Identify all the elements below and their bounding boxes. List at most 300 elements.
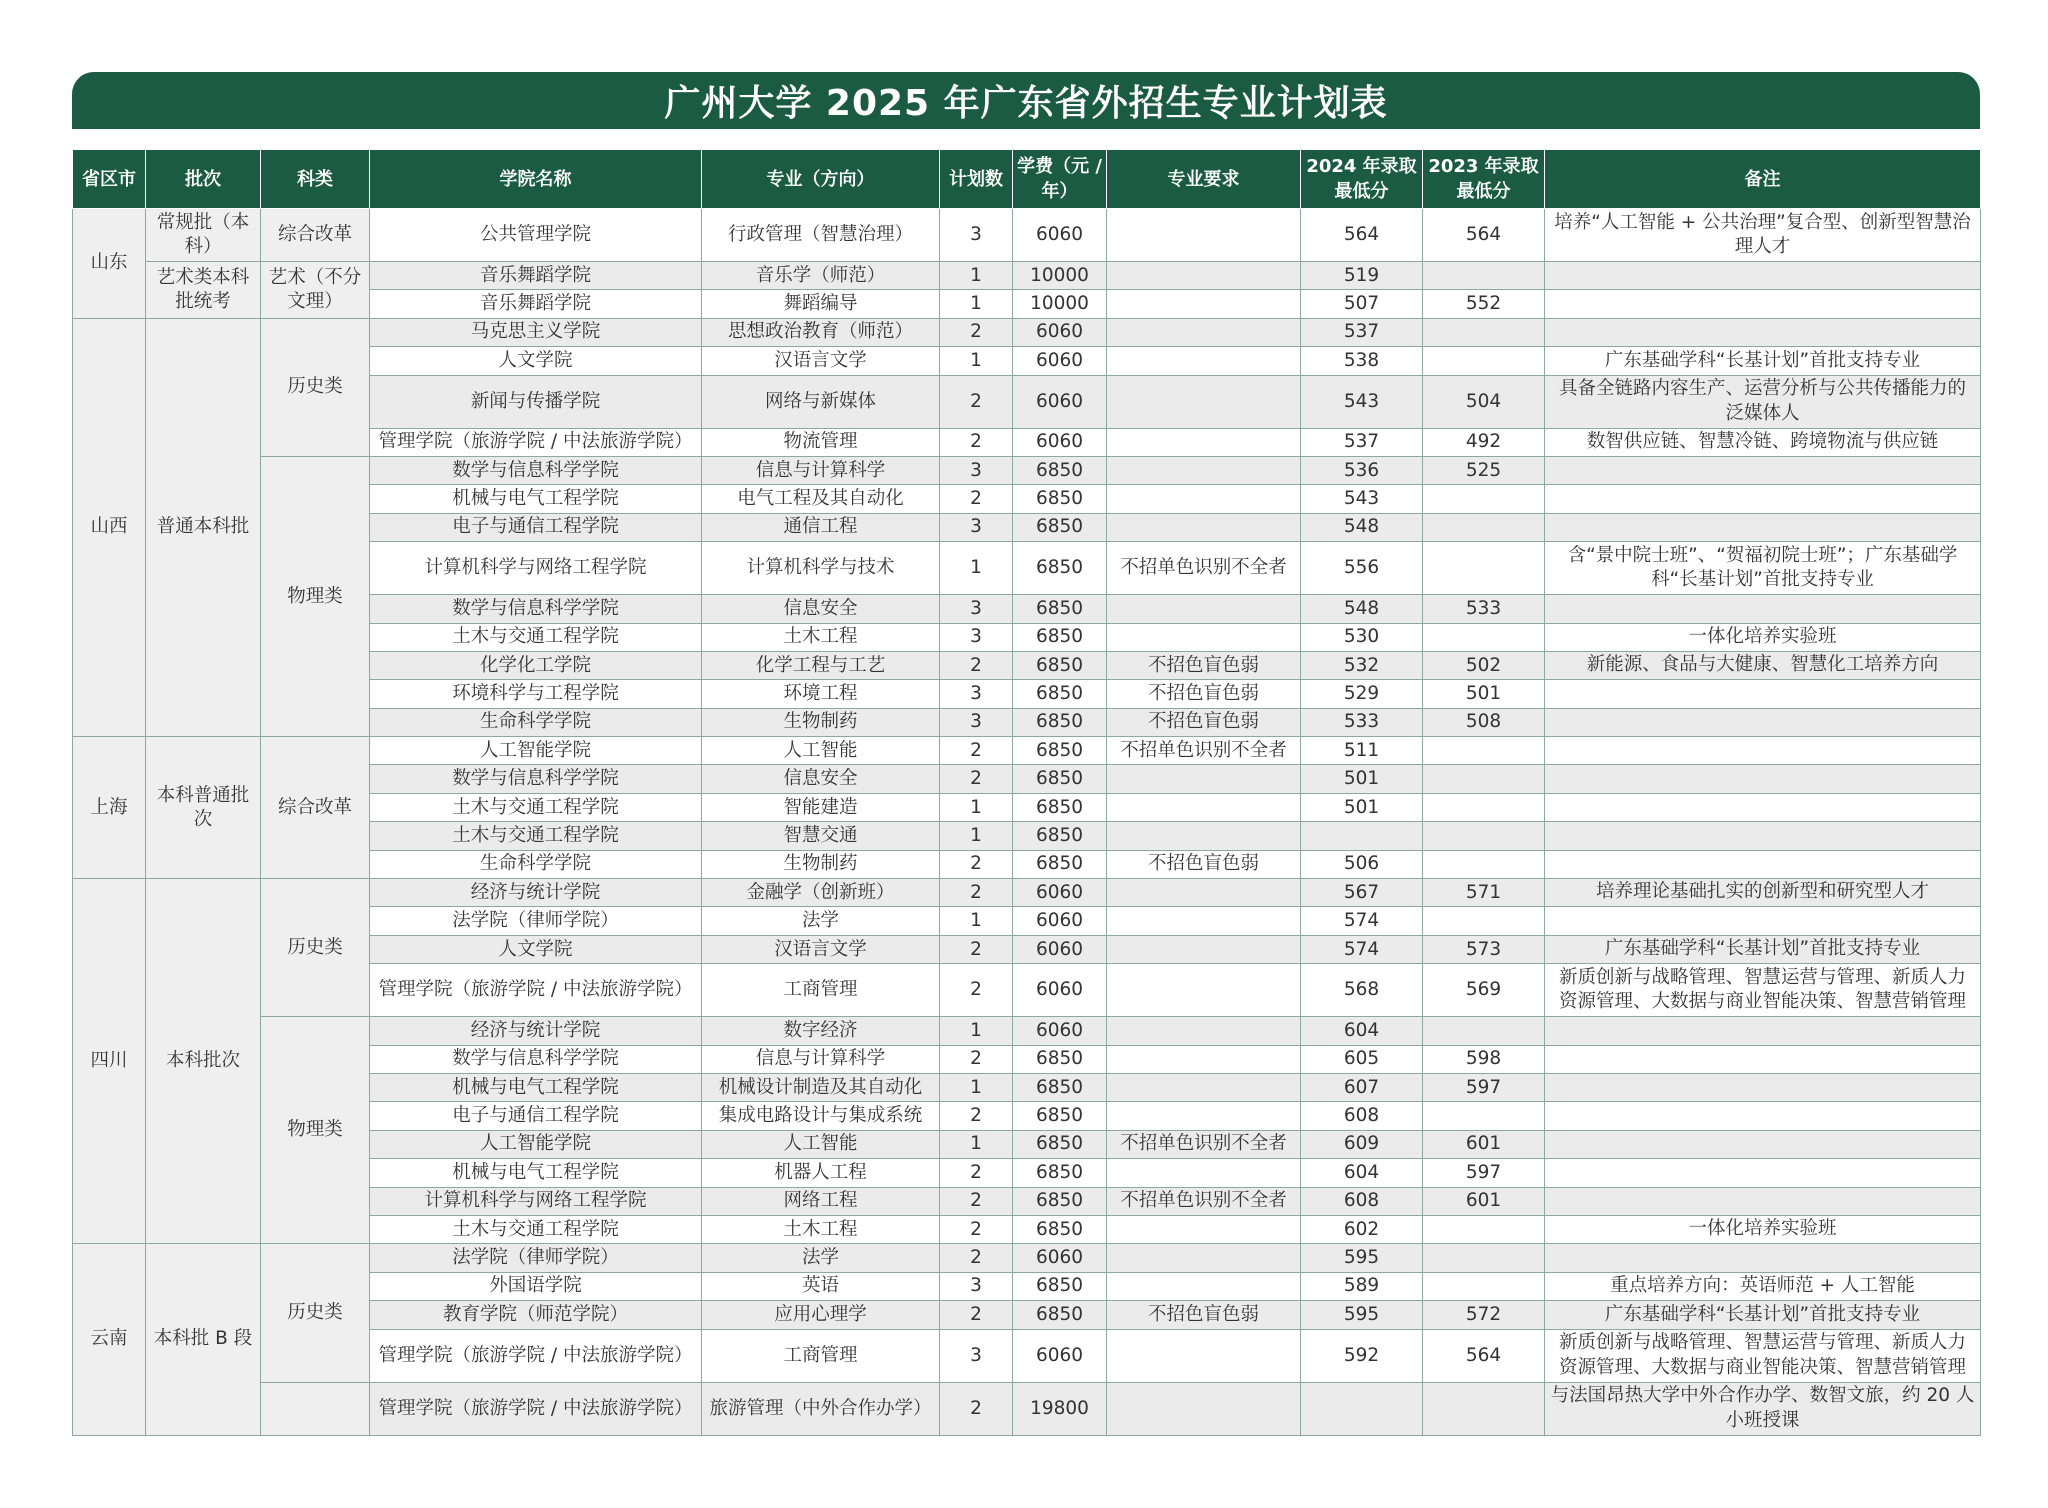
plan-cell: 2 [940,651,1013,679]
fee-cell: 6060 [1013,318,1107,346]
score-2023-cell [1423,1017,1545,1045]
note-cell [1545,1045,1981,1073]
major-cell: 旅游管理（中外合作办学） [702,1382,940,1435]
fee-cell: 6850 [1013,1045,1107,1073]
plan-cell: 1 [940,262,1013,290]
plan-cell: 3 [940,209,1013,262]
school-cell: 人文学院 [370,935,702,963]
score-2024-cell: 519 [1301,262,1423,290]
school-cell: 生命科学学院 [370,708,702,736]
score-2023-cell [1423,485,1545,513]
score-2023-cell [1423,623,1545,651]
major-cell: 信息与计算科学 [702,456,940,484]
plan-cell: 2 [940,765,1013,793]
note-cell: 培养“人工智能 + 公共治理”复合型、创新型智慧治理人才 [1545,209,1981,262]
plan-cell: 2 [940,428,1013,456]
plan-cell: 2 [940,1187,1013,1215]
major-cell: 人工智能 [702,737,940,765]
requirement-cell [1107,1244,1301,1272]
score-2023-cell: 572 [1423,1301,1545,1329]
score-2023-cell [1423,262,1545,290]
fee-cell: 6850 [1013,1272,1107,1300]
plan-cell: 3 [940,1329,1013,1382]
score-2024-cell: 605 [1301,1045,1423,1073]
plan-cell: 3 [940,1272,1013,1300]
plan-cell: 2 [940,1244,1013,1272]
school-cell: 音乐舞蹈学院 [370,262,702,290]
school-cell: 机械与电气工程学院 [370,485,702,513]
fee-cell: 10000 [1013,290,1107,318]
school-cell: 土木与交通工程学院 [370,1215,702,1243]
score-2024-cell: 595 [1301,1244,1423,1272]
score-2023-cell [1423,318,1545,346]
enrollment-plan-table [72,149,1981,1436]
table-row [73,209,1981,262]
school-cell: 音乐舞蹈学院 [370,290,702,318]
plan-cell: 2 [940,1159,1013,1187]
score-2024-cell: 609 [1301,1130,1423,1158]
score-2024-cell: 568 [1301,964,1423,1017]
score-2023-cell: 569 [1423,964,1545,1017]
plan-cell: 2 [940,1382,1013,1435]
fee-cell: 6060 [1013,428,1107,456]
fee-cell: 6850 [1013,651,1107,679]
major-cell: 英语 [702,1272,940,1300]
fee-cell: 6850 [1013,793,1107,821]
requirement-cell: 不招单色识别不全者 [1107,1130,1301,1158]
note-cell [1545,765,1981,793]
note-cell: 一体化培养实验班 [1545,1215,1981,1243]
header-school: 学院名称 [370,150,702,209]
score-2023-cell [1423,542,1545,595]
plan-cell: 1 [940,542,1013,595]
fee-cell: 6850 [1013,1130,1107,1158]
score-2024-cell: 608 [1301,1102,1423,1130]
major-cell: 计算机科学与技术 [702,542,940,595]
fee-cell: 6850 [1013,737,1107,765]
score-2024-cell: 607 [1301,1073,1423,1101]
score-2023-cell: 501 [1423,680,1545,708]
major-cell: 智慧交通 [702,822,940,850]
major-cell: 金融学（创新班） [702,879,940,907]
score-2023-cell [1423,737,1545,765]
school-cell: 人工智能学院 [370,737,702,765]
plan-cell: 1 [940,1017,1013,1045]
requirement-cell [1107,1159,1301,1187]
plan-cell: 2 [940,318,1013,346]
score-2024-cell: 589 [1301,1272,1423,1300]
score-2024-cell: 564 [1301,209,1423,262]
score-2024-cell: 567 [1301,879,1423,907]
score-2023-cell: 597 [1423,1073,1545,1101]
score-2024-cell: 574 [1301,935,1423,963]
requirement-cell [1107,347,1301,375]
major-cell: 环境工程 [702,680,940,708]
header-requirement: 专业要求 [1107,150,1301,209]
school-cell: 环境科学与工程学院 [370,680,702,708]
note-cell: 新质创新与战略管理、智慧运营与管理、新质人力资源管理、大数据与商业智能决策、智慧营销管理 [1545,1329,1981,1382]
requirement-cell: 不招色盲色弱 [1107,680,1301,708]
note-cell [1545,595,1981,623]
table-row [73,1382,1981,1435]
school-cell: 数学与信息科学学院 [370,1045,702,1073]
requirement-cell [1107,595,1301,623]
score-2023-cell: 564 [1423,209,1545,262]
table-row [73,1017,1981,1045]
table-row [73,1244,1981,1272]
requirement-cell [1107,907,1301,935]
plan-cell: 2 [940,375,1013,428]
school-cell: 马克思主义学院 [370,318,702,346]
score-2023-cell: 601 [1423,1130,1545,1158]
fee-cell: 6060 [1013,1244,1107,1272]
score-2024-cell: 543 [1301,375,1423,428]
major-cell: 汉语言文学 [702,347,940,375]
major-cell: 生物制药 [702,850,940,878]
note-cell [1545,1102,1981,1130]
major-cell: 信息安全 [702,765,940,793]
school-cell: 化学化工学院 [370,651,702,679]
school-cell: 机械与电气工程学院 [370,1073,702,1101]
fee-cell: 6850 [1013,708,1107,736]
note-cell [1545,1187,1981,1215]
score-2023-cell: 525 [1423,456,1545,484]
header-plan: 计划数 [940,150,1013,209]
major-cell: 信息与计算科学 [702,1045,940,1073]
category-cell: 历史类 [261,318,370,456]
score-2024-cell: 595 [1301,1301,1423,1329]
batch-cell: 本科批次 [146,879,261,1244]
fee-cell: 6850 [1013,623,1107,651]
school-cell: 计算机科学与网络工程学院 [370,542,702,595]
note-cell [1545,680,1981,708]
plan-cell: 1 [940,347,1013,375]
fee-cell: 19800 [1013,1382,1107,1435]
requirement-cell [1107,1073,1301,1101]
score-2024-cell: 533 [1301,708,1423,736]
major-cell: 物流管理 [702,428,940,456]
fee-cell: 6850 [1013,765,1107,793]
table-row [73,318,1981,346]
major-cell: 网络与新媒体 [702,375,940,428]
fee-cell: 6850 [1013,1301,1107,1329]
major-cell: 信息安全 [702,595,940,623]
fee-cell: 6060 [1013,209,1107,262]
fee-cell: 6850 [1013,542,1107,595]
requirement-cell [1107,964,1301,1017]
score-2024-cell: 537 [1301,318,1423,346]
note-cell [1545,513,1981,541]
plan-cell: 3 [940,680,1013,708]
category-cell: 艺术（不分文理） [261,262,370,319]
requirement-cell [1107,1382,1301,1435]
plan-cell: 2 [940,737,1013,765]
fee-cell: 6850 [1013,822,1107,850]
batch-cell: 艺术类本科批统考 [146,262,261,319]
plan-cell: 2 [940,964,1013,1017]
score-2024-cell: 537 [1301,428,1423,456]
score-2023-cell [1423,793,1545,821]
score-2023-cell [1423,1382,1545,1435]
plan-cell: 3 [940,708,1013,736]
plan-cell: 1 [940,290,1013,318]
fee-cell: 6850 [1013,1073,1107,1101]
major-cell: 工商管理 [702,1329,940,1382]
score-2024-cell: 592 [1301,1329,1423,1382]
table-row [73,262,1981,290]
score-2024-cell: 532 [1301,651,1423,679]
score-2023-cell [1423,513,1545,541]
note-cell [1545,1159,1981,1187]
plan-cell: 2 [940,1215,1013,1243]
requirement-cell [1107,375,1301,428]
school-cell: 计算机科学与网络工程学院 [370,1187,702,1215]
category-cell: 历史类 [261,1244,370,1382]
requirement-cell [1107,1329,1301,1382]
requirement-cell [1107,209,1301,262]
school-cell: 经济与统计学院 [370,879,702,907]
major-cell: 法学 [702,1244,940,1272]
requirement-cell [1107,879,1301,907]
requirement-cell [1107,765,1301,793]
note-cell: 新质创新与战略管理、智慧运营与管理、新质人力资源管理、大数据与商业智能决策、智慧营销管理 [1545,964,1981,1017]
requirement-cell [1107,290,1301,318]
requirement-cell: 不招单色识别不全者 [1107,542,1301,595]
score-2023-cell [1423,907,1545,935]
category-cell: 综合改革 [261,209,370,262]
major-cell: 机械设计制造及其自动化 [702,1073,940,1101]
fee-cell: 6850 [1013,1159,1107,1187]
province-cell: 四川 [73,879,146,1244]
note-cell [1545,1073,1981,1101]
major-cell: 舞蹈编导 [702,290,940,318]
note-cell [1545,907,1981,935]
requirement-cell [1107,262,1301,290]
school-cell: 管理学院（旅游学院 / 中法旅游学院） [370,964,702,1017]
score-2023-cell: 598 [1423,1045,1545,1073]
note-cell [1545,737,1981,765]
major-cell: 工商管理 [702,964,940,1017]
school-cell: 机械与电气工程学院 [370,1159,702,1187]
school-cell: 数学与信息科学学院 [370,765,702,793]
school-cell: 新闻与传播学院 [370,375,702,428]
header-fee: 学费（元 / 年） [1013,150,1107,209]
requirement-cell [1107,1017,1301,1045]
fee-cell: 6060 [1013,375,1107,428]
requirement-cell [1107,1102,1301,1130]
major-cell: 生物制药 [702,708,940,736]
batch-cell: 常规批（本科） [146,209,261,262]
school-cell: 土木与交通工程学院 [370,793,702,821]
note-cell [1545,318,1981,346]
note-cell [1545,485,1981,513]
note-cell: 广东基础学科“长基计划”首批支持专业 [1545,935,1981,963]
plan-cell: 3 [940,456,1013,484]
note-cell [1545,822,1981,850]
fee-cell: 6850 [1013,1187,1107,1215]
plan-cell: 2 [940,1102,1013,1130]
requirement-cell: 不招色盲色弱 [1107,651,1301,679]
major-cell: 应用心理学 [702,1301,940,1329]
header-major: 专业（方向） [702,150,940,209]
score-2023-cell: 533 [1423,595,1545,623]
plan-cell: 3 [940,513,1013,541]
score-2024-cell [1301,822,1423,850]
school-cell: 管理学院（旅游学院 / 中法旅游学院） [370,1382,702,1435]
major-cell: 数字经济 [702,1017,940,1045]
plan-cell: 1 [940,1073,1013,1101]
score-2024-cell [1301,1382,1423,1435]
major-cell: 法学 [702,907,940,935]
major-cell: 网络工程 [702,1187,940,1215]
major-cell: 智能建造 [702,793,940,821]
score-2024-cell: 556 [1301,542,1423,595]
plan-cell: 1 [940,793,1013,821]
school-cell: 经济与统计学院 [370,1017,702,1045]
requirement-cell [1107,513,1301,541]
province-cell: 山东 [73,209,146,319]
note-cell: 新能源、食品与大健康、智慧化工培养方向 [1545,651,1981,679]
fee-cell: 6850 [1013,680,1107,708]
school-cell: 数学与信息科学学院 [370,456,702,484]
note-cell: 培养理论基础扎实的创新型和研究型人才 [1545,879,1981,907]
page-title: 广州大学 2025 年广东省外招生专业计划表 [664,83,1388,124]
requirement-cell [1107,1215,1301,1243]
plan-cell: 2 [940,850,1013,878]
note-cell [1545,708,1981,736]
major-cell: 土木工程 [702,623,940,651]
category-cell [261,1382,370,1435]
fee-cell: 6850 [1013,595,1107,623]
fee-cell: 6060 [1013,935,1107,963]
school-cell: 电子与通信工程学院 [370,513,702,541]
plan-cell: 2 [940,1045,1013,1073]
score-2023-cell: 508 [1423,708,1545,736]
requirement-cell [1107,1045,1301,1073]
major-cell: 人工智能 [702,1130,940,1158]
category-cell: 物理类 [261,1017,370,1244]
note-cell [1545,262,1981,290]
table-row [73,456,1981,484]
score-2023-cell: 597 [1423,1159,1545,1187]
score-2024-cell: 536 [1301,456,1423,484]
fee-cell: 6850 [1013,485,1107,513]
note-cell: 含“景中院士班”、“贺福初院士班”；广东基础学科“长基计划”首批支持专业 [1545,542,1981,595]
requirement-cell [1107,485,1301,513]
school-cell: 数学与信息科学学院 [370,595,702,623]
score-2024-cell: 604 [1301,1017,1423,1045]
fee-cell: 6060 [1013,1017,1107,1045]
plan-cell: 1 [940,1130,1013,1158]
header-batch: 批次 [146,150,261,209]
major-cell: 土木工程 [702,1215,940,1243]
province-cell: 上海 [73,737,146,879]
school-cell: 外国语学院 [370,1272,702,1300]
school-cell: 人文学院 [370,347,702,375]
school-cell: 管理学院（旅游学院 / 中法旅游学院） [370,428,702,456]
score-2023-cell: 504 [1423,375,1545,428]
fee-cell: 6060 [1013,964,1107,1017]
school-cell: 人工智能学院 [370,1130,702,1158]
score-2024-cell: 602 [1301,1215,1423,1243]
plan-cell: 1 [940,822,1013,850]
requirement-cell [1107,456,1301,484]
fee-cell: 6850 [1013,1102,1107,1130]
requirement-cell: 不招单色识别不全者 [1107,1187,1301,1215]
school-cell: 法学院（律师学院） [370,907,702,935]
note-cell: 数智供应链、智慧冷链、跨境物流与供应链 [1545,428,1981,456]
requirement-cell [1107,623,1301,651]
school-cell: 法学院（律师学院） [370,1244,702,1272]
score-2023-cell: 502 [1423,651,1545,679]
major-cell: 行政管理（智慧治理） [702,209,940,262]
school-cell: 公共管理学院 [370,209,702,262]
score-2023-cell: 564 [1423,1329,1545,1382]
score-2023-cell [1423,1215,1545,1243]
note-cell: 具备全链路内容生产、运营分析与公共传播能力的泛媒体人 [1545,375,1981,428]
header-province: 省区市 [73,150,146,209]
score-2024-cell: 507 [1301,290,1423,318]
requirement-cell: 不招单色识别不全者 [1107,737,1301,765]
table-header-row [73,150,1981,209]
score-2024-cell: 501 [1301,793,1423,821]
score-2023-cell: 492 [1423,428,1545,456]
plan-cell: 2 [940,879,1013,907]
score-2024-cell: 543 [1301,485,1423,513]
school-cell: 生命科学学院 [370,850,702,878]
major-cell: 机器人工程 [702,1159,940,1187]
school-cell: 土木与交通工程学院 [370,822,702,850]
score-2024-cell: 574 [1301,907,1423,935]
score-2024-cell: 548 [1301,595,1423,623]
fee-cell: 6850 [1013,513,1107,541]
note-cell: 广东基础学科“长基计划”首批支持专业 [1545,347,1981,375]
major-cell: 电气工程及其自动化 [702,485,940,513]
score-2023-cell [1423,1272,1545,1300]
requirement-cell: 不招色盲色弱 [1107,1301,1301,1329]
header-note: 备注 [1545,150,1981,209]
plan-cell: 1 [940,907,1013,935]
major-cell: 汉语言文学 [702,935,940,963]
school-cell: 管理学院（旅游学院 / 中法旅游学院） [370,1329,702,1382]
score-2024-cell: 530 [1301,623,1423,651]
fee-cell: 6850 [1013,850,1107,878]
score-2023-cell [1423,765,1545,793]
score-2023-cell [1423,850,1545,878]
fee-cell: 6060 [1013,1329,1107,1382]
plan-cell: 2 [940,485,1013,513]
table-row [73,879,1981,907]
major-cell: 音乐学（师范） [702,262,940,290]
fee-cell: 6060 [1013,879,1107,907]
score-2024-cell: 548 [1301,513,1423,541]
requirement-cell [1107,935,1301,963]
title-bar [72,72,1980,129]
fee-cell: 6850 [1013,1215,1107,1243]
header-category: 科类 [261,150,370,209]
score-2024-cell: 608 [1301,1187,1423,1215]
requirement-cell: 不招色盲色弱 [1107,708,1301,736]
table-row [73,737,1981,765]
requirement-cell: 不招色盲色弱 [1107,850,1301,878]
score-2023-cell [1423,1102,1545,1130]
score-2023-cell [1423,347,1545,375]
score-2024-cell: 529 [1301,680,1423,708]
score-2024-cell: 604 [1301,1159,1423,1187]
category-cell: 物理类 [261,456,370,736]
score-2024-cell: 511 [1301,737,1423,765]
note-cell [1545,1017,1981,1045]
